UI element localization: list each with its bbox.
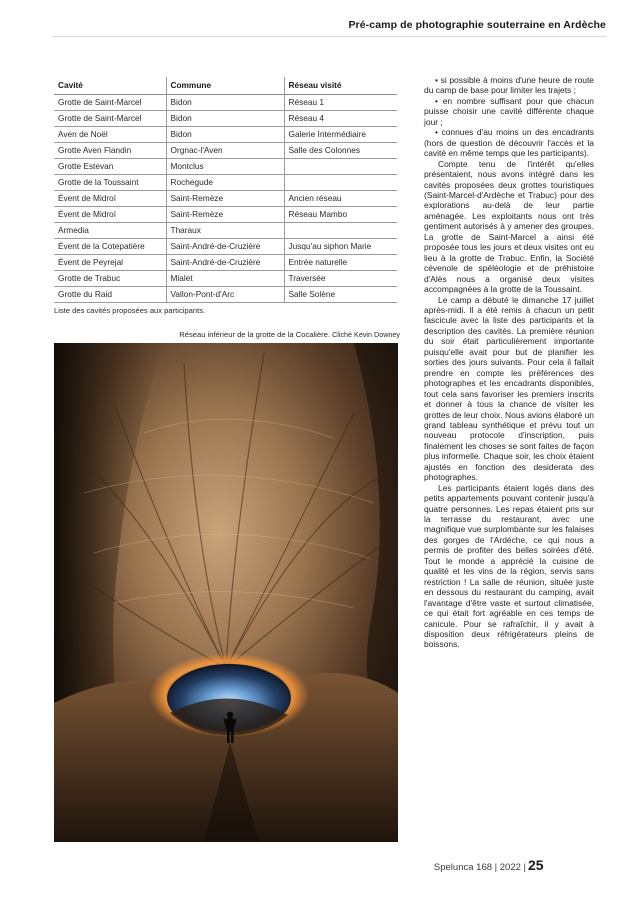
cave-photograph — [54, 343, 398, 842]
table-row — [54, 95, 397, 111]
bullet-paragraph: • si possible à moins d'une heure de route du camp de base pour limiter les trajets ; — [424, 75, 594, 96]
column-header-commune: Commune — [166, 77, 284, 95]
table-header-row — [54, 77, 397, 95]
table-row — [54, 143, 397, 159]
cell-reseau: Réseau 4 — [284, 111, 397, 127]
page-number: 25 — [528, 857, 544, 873]
cell-commune: Saint-André-de-Cruzière — [166, 239, 284, 255]
cell-reseau — [284, 175, 397, 191]
table-row — [54, 111, 397, 127]
photo-caption-text: Réseau inférieur de la grotte de la Cocalière. — [179, 330, 330, 339]
running-title: Pré-camp de photographie souterraine en Ardèche — [348, 19, 606, 31]
table-row — [54, 239, 397, 255]
cell-cavite: Grotte Aven Flandin — [54, 143, 166, 159]
body-paragraph: Les participants étaient logés dans des petits appartements pouvant contenir jusqu'à quatre personnes. Les repas étaient pris sur la terrasse du restaurant, avec une magnifique vue surplombante sur les falaises des gorges de l'Ardèche, ce qui nous a permis de profiter des belles soirées d'été. Tout le monde a apprécié la cuisine de qualité et les vins de la région, servis sans restriction ! La salle de réunion, située juste en dessous du restaurant du camping, avait l'avantage d'être vaste et surtout climatisée, ce qui était fort agréable en ces temps de canicule. Pour se rafraîchir, il y avait à disposition deux réfrigérateurs pleins de boissons. — [424, 482, 594, 650]
column-header-cavite: Cavité — [54, 77, 166, 95]
cell-cavite: Évent de Midroï — [54, 191, 166, 207]
cell-reseau: Entrée naturelle — [284, 255, 397, 271]
table-row — [54, 271, 397, 287]
cell-cavite: Grotte du Raid — [54, 287, 166, 303]
cell-commune: Bidon — [166, 127, 284, 143]
table-row — [54, 207, 397, 223]
cell-reseau: Traversée — [284, 271, 397, 287]
cell-commune: Bidon — [166, 95, 284, 111]
cell-commune: Saint-André-de-Cruzière — [166, 255, 284, 271]
cell-commune: Vallon-Pont-d'Arc — [166, 287, 284, 303]
cell-commune: Mialet — [166, 271, 284, 287]
cell-reseau: Réseau 1 — [284, 95, 397, 111]
table-row — [54, 127, 397, 143]
cell-commune: Bidon — [166, 111, 284, 127]
cell-reseau — [284, 223, 397, 239]
cell-cavite: Armedia — [54, 223, 166, 239]
cell-commune: Tharaux — [166, 223, 284, 239]
cell-cavite: Grotte de Trabuc — [54, 271, 166, 287]
photo-caption — [179, 330, 400, 339]
body-paragraph: Le camp a débuté le dimanche 17 juillet après-midi. Il a été remis à chacun un petit fascicule avec la liste des participants et la description des cavités. La première réunion du soir était particulièrement importante puisqu'elle avait pour but de planifier les sorties des jours suivants. Pour cela il fallait prendre en compte les préférences des photographes et les encadrants disponibles, tout cela sans favoriser les premiers inscrits et donner à tous la chance de visiter les grottes de leur choix. Nous avions élaboré un grand tableau synthétique et prévu tout un nouveau protocole d'inscription, puis finalement les choses se sont faites de façon plus informelle. Chaque soir, les choix étaient ajustés en fonction des desiderata des photographes. — [424, 294, 594, 483]
cell-reseau: Réseau Mambo — [284, 207, 397, 223]
table-row — [54, 287, 397, 303]
cell-cavite: Grotte de la Toussaint — [54, 175, 166, 191]
cell-reseau: Galerie Intermédiaire — [284, 127, 397, 143]
cell-cavite: Grotte Estevan — [54, 159, 166, 175]
cell-cavite: Grotte de Saint-Marcel — [54, 95, 166, 111]
header-rule — [52, 36, 606, 37]
cell-commune: Saint-Remèze — [166, 207, 284, 223]
table-caption: Liste des cavités proposées aux participants. — [54, 306, 206, 315]
cell-reseau: Ancien réseau — [284, 191, 397, 207]
bullet-paragraph: • connues d'au moins un des encadrants (hors de question de découvrir l'accès et la cavité en même temps que les participants). — [424, 127, 594, 159]
cell-reseau: Jusqu'au siphon Marie — [284, 239, 397, 255]
table-row — [54, 175, 397, 191]
photo-credit: Cliché Kevin Downey — [332, 330, 400, 339]
bullet-paragraph: • en nombre suffisant pour que chacun puisse choisir une cavité différente chaque jour ; — [424, 95, 594, 127]
cell-cavite: Évent de Peyrejal — [54, 255, 166, 271]
cell-commune: Saint-Remèze — [166, 191, 284, 207]
column-header-reseau: Réseau visité — [284, 77, 397, 95]
cavities-table — [54, 77, 397, 303]
cell-commune: Orgnac-l'Aven — [166, 143, 284, 159]
table-row — [54, 191, 397, 207]
cave-illustration — [54, 343, 398, 842]
body-paragraph: Compte tenu de l'intérêt qu'elles présentaient, nous avons intégré dans les cavités proposées deux grottes touristiques (Saint-Marcel-d'Ardèche et Trabuc) pour des explorations au-delà de leur partie aménagée. Les exploitants nous ont très gentiment autorisés à y amener des groupes. La grotte de Saint-Marcel a ainsi été proposée tous les jours et deux visites ont eu lieu à la grotte de Trabuc. Enfin, la Société cévenole de spéléologie et de préhistoire d'Alès nous a organisé deux visites accompagnées à la grotte de la Toussaint. — [424, 158, 594, 295]
footer-publication: Spelunca 168 | 2022 | — [433, 862, 526, 873]
cell-cavite: Évent de la Cotepatière — [54, 239, 166, 255]
cell-reseau: Salle des Colonnes — [284, 143, 397, 159]
cell-commune: Rochegude — [166, 175, 284, 191]
table-row — [54, 255, 397, 271]
cell-cavite: Évent de Midroï — [54, 207, 166, 223]
cell-reseau — [284, 159, 397, 175]
article-text — [424, 75, 594, 650]
table-row — [54, 223, 397, 239]
cell-reseau: Salle Solène — [284, 287, 397, 303]
cell-cavite: Grotte de Saint-Marcel — [54, 111, 166, 127]
cell-commune: Montclus — [166, 159, 284, 175]
table-row — [54, 159, 397, 175]
cell-cavite: Aven de Noël — [54, 127, 166, 143]
